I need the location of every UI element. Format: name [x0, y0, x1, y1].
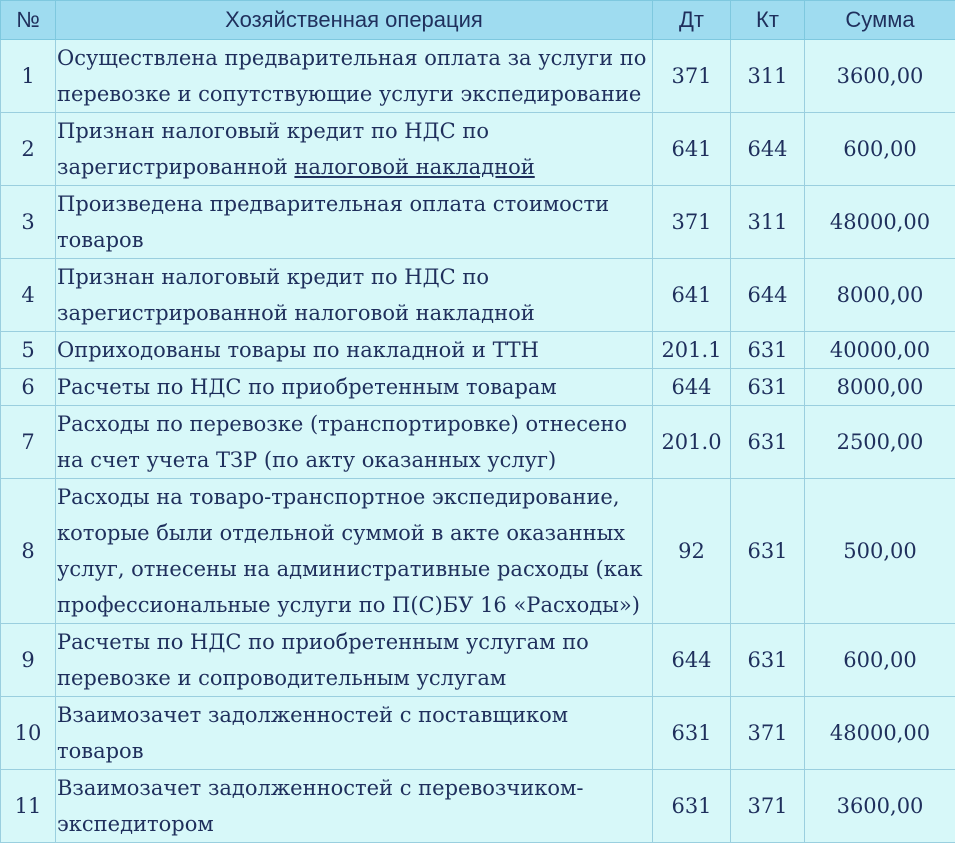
- row-sum: 8000,00: [805, 369, 955, 406]
- header-kt: Кт: [731, 1, 805, 40]
- row-operation: Оприходованы товары по накладной и ТТН: [56, 332, 653, 369]
- row-kt: 311: [731, 186, 805, 259]
- row-kt: 371: [731, 770, 805, 843]
- row-num: 4: [1, 259, 56, 332]
- row-kt: 371: [731, 697, 805, 770]
- row-kt: 631: [731, 479, 805, 624]
- row-num: 10: [1, 697, 56, 770]
- row-kt: 644: [731, 259, 805, 332]
- row-sum: 600,00: [805, 624, 955, 697]
- row-num: 1: [1, 40, 56, 113]
- row-kt: 631: [731, 624, 805, 697]
- table-row: [1, 479, 955, 624]
- row-kt: 631: [731, 332, 805, 369]
- row-dt: 631: [653, 697, 731, 770]
- row-operation-text: Признан налоговый кредит по НДС по зарегистрированной: [57, 119, 489, 179]
- row-sum: 500,00: [805, 479, 955, 624]
- row-dt: 371: [653, 186, 731, 259]
- row-operation: Расходы на товаро-транспортное экспедирование, которые были отдельной суммой в акте оказанных услуг, отнесены на административные расходы (как профессиональные услуги по П(С)БУ 16 «Расходы»): [56, 479, 653, 624]
- header-sum: Сумма: [805, 1, 955, 40]
- table-row: [1, 406, 955, 479]
- table-row: [1, 369, 955, 406]
- tax-invoice-link[interactable]: налоговой накладной: [294, 155, 534, 179]
- row-sum: 3600,00: [805, 770, 955, 843]
- row-sum: 3600,00: [805, 40, 955, 113]
- row-operation: Осуществлена предварительная оплата за услуги по перевозке и сопутствующие услуги экспедирование: [56, 40, 653, 113]
- table-row: [1, 624, 955, 697]
- row-operation: Расчеты по НДС по приобретенным товарам: [56, 369, 653, 406]
- row-dt: 201.0: [653, 406, 731, 479]
- row-num: 6: [1, 369, 56, 406]
- row-dt: 92: [653, 479, 731, 624]
- row-kt: 311: [731, 40, 805, 113]
- row-operation: Признан налоговый кредит по НДС по зарегистрированной налоговой накладной: [56, 259, 653, 332]
- row-dt: 644: [653, 624, 731, 697]
- row-sum: 40000,00: [805, 332, 955, 369]
- row-operation: Взаимозачет задолженностей с перевозчиком-экспедитором: [56, 770, 653, 843]
- header-operation: Хозяйственная операция: [56, 1, 653, 40]
- table-row: [1, 40, 955, 113]
- row-num: 5: [1, 332, 56, 369]
- row-operation: [56, 113, 653, 186]
- row-dt: 631: [653, 770, 731, 843]
- table-row: [1, 113, 955, 186]
- header-row: [1, 1, 955, 40]
- row-dt: 201.1: [653, 332, 731, 369]
- table-row: [1, 259, 955, 332]
- row-operation: Расчеты по НДС по приобретенным услугам по перевозке и сопроводительным услугам: [56, 624, 653, 697]
- row-sum: 8000,00: [805, 259, 955, 332]
- table-row: [1, 186, 955, 259]
- row-num: 9: [1, 624, 56, 697]
- row-num: 3: [1, 186, 56, 259]
- table-row: [1, 697, 955, 770]
- row-kt: 631: [731, 369, 805, 406]
- row-dt: 641: [653, 259, 731, 332]
- row-num: 2: [1, 113, 56, 186]
- row-operation: Произведена предварительная оплата стоимости товаров: [56, 186, 653, 259]
- row-dt: 641: [653, 113, 731, 186]
- header-dt: Дт: [653, 1, 731, 40]
- row-num: 8: [1, 479, 56, 624]
- row-num: 7: [1, 406, 56, 479]
- row-operation: Расходы по перевозке (транспортировке) отнесено на счет учета ТЗР (по акту оказанных услуг): [56, 406, 653, 479]
- row-sum: 48000,00: [805, 697, 955, 770]
- row-kt: 631: [731, 406, 805, 479]
- row-num: 11: [1, 770, 56, 843]
- row-dt: 644: [653, 369, 731, 406]
- row-dt: 371: [653, 40, 731, 113]
- header-num: №: [1, 1, 56, 40]
- table-row: [1, 332, 955, 369]
- row-sum: 48000,00: [805, 186, 955, 259]
- row-operation: Взаимозачет задолженностей с поставщиком товаров: [56, 697, 653, 770]
- table-row: [1, 770, 955, 843]
- row-sum: 2500,00: [805, 406, 955, 479]
- row-kt: 644: [731, 113, 805, 186]
- row-sum: 600,00: [805, 113, 955, 186]
